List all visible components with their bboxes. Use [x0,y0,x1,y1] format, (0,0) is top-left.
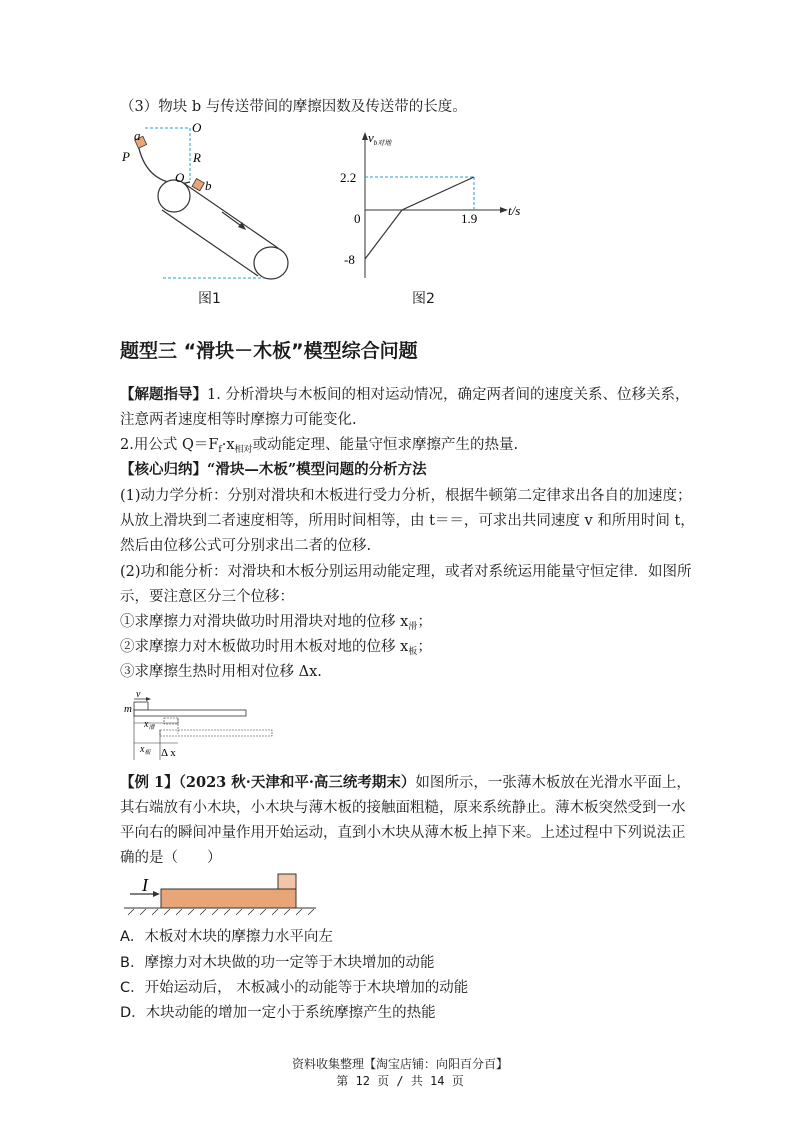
core-label: 【核心归纳】“滑块—木板”模型问题的分析方法 [120,461,427,478]
conveyor-upper-roller [158,180,190,212]
figure-2-caption: 图2 [412,291,435,307]
core-line-1: (1)动力学分析：分别对滑块和木板进行受力分析，根据牛顿第二定律求出各自的加速度； [120,488,692,504]
label-delta-x: Δ x [161,747,176,759]
option-a[interactable]: A．木板对木块的摩擦力水平向左 [120,929,333,945]
label-b: b [205,178,212,193]
section-title: 题型三 “滑块－木板”模型综合问题 [120,340,418,362]
guide-label: 【解题指导】 [120,386,207,403]
page-number: 第 12 页 / 共 14 页 [336,1074,464,1088]
core-line-2: 从放上滑块到二者速度相等，所用时间相等，由 t＝＝，可求出共同速度 v 和所用时间 t， [120,513,695,529]
label-O-bottom: O [175,170,185,185]
example-label: 【例 1】（2023 秋·天津和平·高三统考期末） [120,774,416,791]
tick-neg-8: -8 [344,252,355,267]
label-m: m [124,703,132,715]
footer-source: 资料收集整理【淘宝店铺：向阳百分百】 [291,1057,508,1071]
figure-1-caption: 图1 [198,291,221,307]
small-slider [134,702,148,710]
option-b[interactable]: B．摩擦力对木块做的功一定等于木块增加的动能 [120,955,435,971]
velocity-curve [365,177,474,259]
slider-board-figure [120,688,280,760]
option-c[interactable]: C．开始运动后， 木板减小的动能等于木块增加的动能 [120,980,469,996]
axis-label-t: t/s [508,203,521,218]
figure-2-velocity-graph [340,128,540,278]
tick-origin: 0 [354,211,361,226]
label-a: a [134,128,141,143]
label-O-top: O [192,120,202,135]
example-board-figure [120,868,320,916]
example-line-2: 其右端放有小木块，小木块与薄木板的接触面粗糙，原来系统静止。薄木板突然受到一水 [120,800,686,816]
conveyor-top-edge [182,182,278,248]
label-R: R [193,150,201,165]
conveyor-lower-roller [254,247,288,279]
label-x-board: $x_板$ [140,744,151,756]
board-final-dashed [160,730,272,736]
core-item-2: ②求摩擦力对木板做功时用木板对地的位移 $x_板$； [120,639,432,657]
tick-1-9: 1.9 [461,211,478,226]
conveyor-bottom-edge [162,210,258,276]
impulse-label: I [142,875,148,895]
example-line-4: 确的是（ ） [120,850,222,866]
example-line-3: 平向右的瞬间冲量作用开始运动，直到小木块从薄木板上掉下来。上述过程中下列说法正 [120,825,686,841]
problem-3-text: （3）物块 b 与传送带间的摩擦因数及传送带的长度。 [120,99,467,115]
axis-label-v: $v_{b对地}$ [368,130,392,147]
label-x-slide: $x_滑$ [144,719,155,731]
option-d[interactable]: D．木块动能的增加一定小于系统摩擦产生的热能 [120,1005,436,1021]
guide-line-1: 【解题指导】1. 分析滑块与木板间的相对运动情况，确定两者间的速度关系、位移关系， [120,386,690,403]
tick-2-2: 2.2 [340,170,357,185]
block-b [192,179,204,191]
guide-line-2: 注意两者速度相等时摩擦力可能变化. [120,412,357,428]
core-line-5: 示，要注意区分三个位移： [120,589,294,605]
board [161,889,296,908]
core-item-1: ①求摩擦力对滑块做功时用滑块对地的位移 $x_滑$； [120,614,432,632]
core-item-3: ③求摩擦生热时用相对位移 Δx. [120,664,322,680]
label-v-small: v [136,689,141,700]
guide-line-3: 2.用公式 $Q=F_f\cdot x_{相对}$或动能定理、能量守恒求摩擦产生的热量. [120,437,519,455]
example-line-1: 【例 1】（2023 秋·天津和平·高三统考期末）如图所示，一张薄木板放在光滑水平面上， [120,774,691,791]
small-board [134,710,246,716]
small-block [278,874,296,889]
core-line-3: 然后由位移公式可分别求出二者的位移. [120,538,372,554]
core-line-4: (2)功和能分析：对滑块和木板分别运用动能定理，或者对系统运用能量守恒定律．如图所 [120,564,692,580]
label-P: P [122,149,130,164]
figure-1-conveyor-diagram [118,120,308,282]
